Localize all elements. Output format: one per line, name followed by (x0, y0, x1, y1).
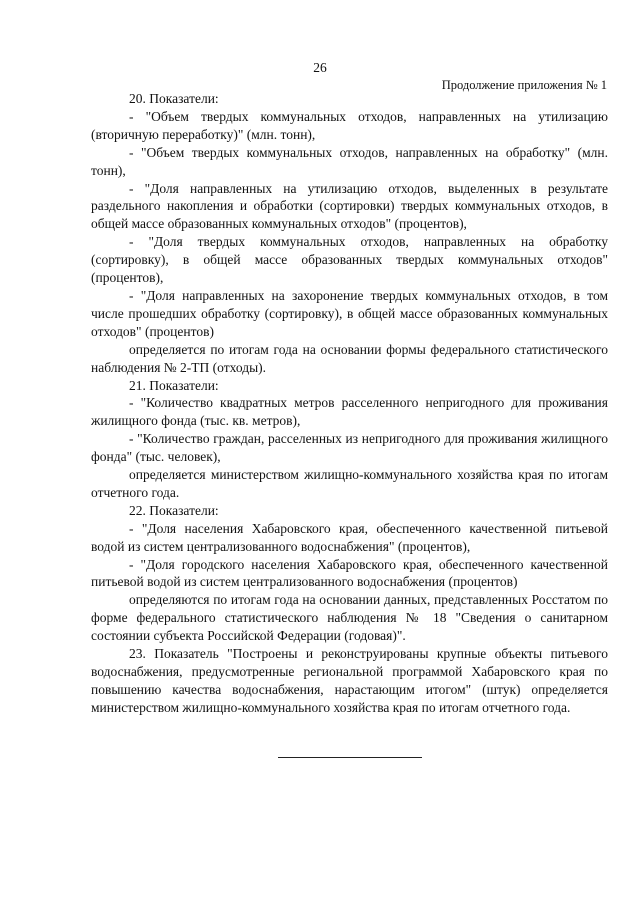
running-head: Продолжение приложения № 1 (441, 78, 607, 92)
indicator-item: - "Доля населения Хабаровского края, обеспеченного качественной питьевой водой из систем централизованного водоснабжения" (процентов), (91, 520, 608, 554)
method-paragraph: определяются по итогам года на основании данных, представленных Росстатом по форме федерального статистического наблюдения № 18 "Сведения о санитарном состоянии субъекта Российской Федерации (годовая)". (91, 592, 608, 644)
indicator-item: - "Доля твердых коммунальных отходов, направленных на обработку (сортировку), в общей массе образованных твердых коммунальных отходов" (процентов), (91, 234, 608, 286)
section-22-heading: 22. Показатели: (129, 502, 219, 518)
method-paragraph: определяется министерством жилищно-коммунального хозяйства края по итогам отчетного года. (91, 467, 608, 500)
section-21-heading: 21. Показатели: (129, 377, 219, 393)
indicator-item: - "Доля направленных на захоронение твердых коммунальных отходов, в том числе прошедших обработку (сортировку), в общей массе образованных коммунальных отходов" (процентов) (91, 287, 608, 339)
indicator-item: - "Объем твердых коммунальных отходов, направленных на утилизацию (вторичную переработку)" (млн. тонн), (91, 108, 608, 142)
indicator-item: - "Количество квадратных метров расселенного непригодного для проживания жилищного фонда (тыс. кв. метров), (91, 395, 608, 429)
indicator-item: - "Объем твердых коммунальных отходов, направленных на обработку" (млн. тонн), (91, 144, 608, 178)
method-paragraph: определяется по итогам года на основании формы федерального статистического наблюдения № 2-ТП (отходы). (91, 341, 608, 375)
document-body (91, 90, 608, 717)
indicator-item: - "Доля городского населения Хабаровского края, обеспеченного качественной питьевой водой из систем централизованного водоснабжения (процентов) (91, 556, 608, 590)
indicator-item: - "Количество граждан, расселенных из непригодного для проживания жилищного фонда" (тыс. человек), (91, 431, 608, 465)
section-20-heading: 20. Показатели: (129, 91, 219, 106)
section-23-paragraph: 23. Показатель "Построены и реконструированы крупные объекты питьевого водоснабжения, предусмотренные региональной программой Хабаровского края по повышению качества водоснабжения, нарастающим итогом" (штук) определяется министерством жилищно-коммунального хозяйства края по итогам отчетного года. (91, 646, 608, 715)
end-divider (278, 757, 422, 758)
indicator-item: - "Доля направленных на утилизацию отходов, выделенных в результате раздельного накопления и обработки (сортировки) твердых коммунальных отходов, в общей массе образованных коммунальных отходов" (процентов), (91, 180, 608, 232)
page-number: 26 (313, 60, 327, 75)
